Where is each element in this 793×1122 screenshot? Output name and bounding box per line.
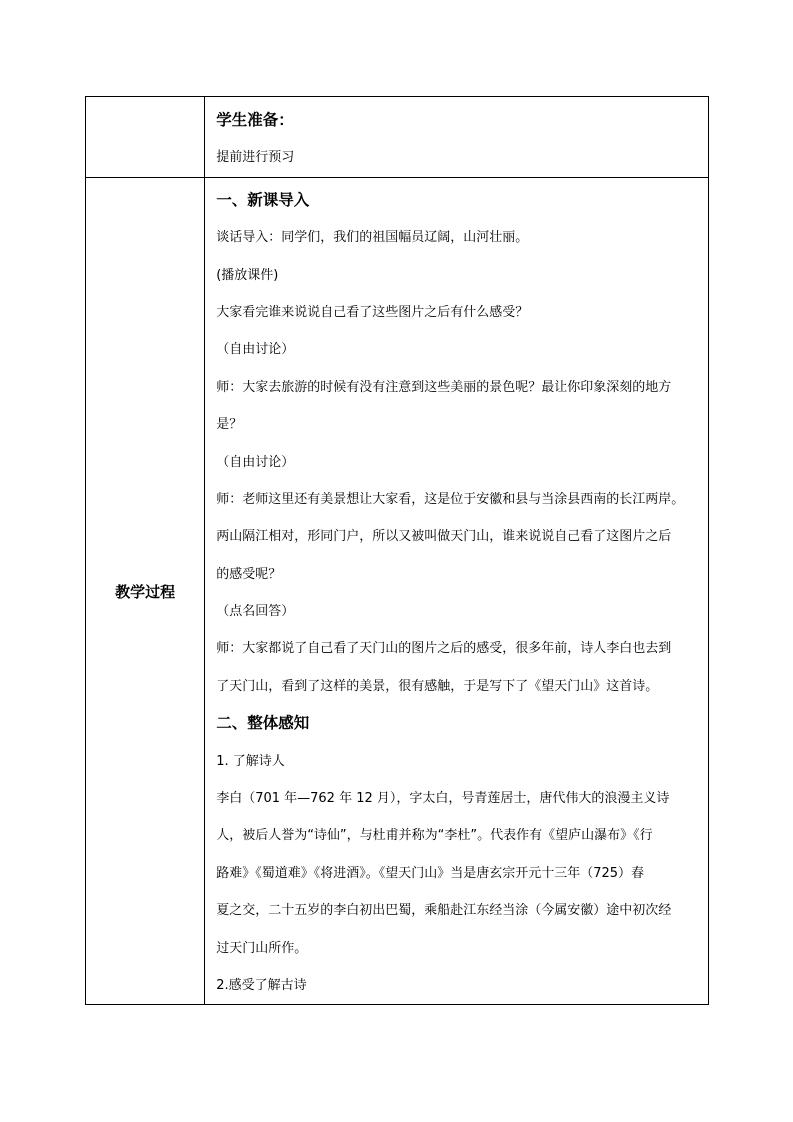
teaching-process-label: 教学过程: [86, 177, 205, 1005]
teaching-process-text-line: （自由讨论）: [216, 454, 295, 470]
student-prep-content: [205, 97, 709, 178]
teaching-process-text-line: 谈话导入：同学们，我们的祖国幅员辽阔，山河壮丽。: [216, 230, 529, 246]
teaching-process-row: [86, 177, 709, 1005]
teaching-process-text-line: 师：大家去旅游的时候有没有注意到这些美丽的景色呢？最让你印象深刻的地方: [216, 379, 672, 395]
teaching-process-text-line: 师：大家都说了自己看了天门山的图片之后的感受，很多年前，诗人李白也去到: [216, 641, 672, 657]
teaching-process-text-line: 李白（701 年—762 年 12 月），字太白，号青莲居士，唐代伟大的浪漫主义诗: [216, 791, 670, 807]
teaching-process-text-line: 两山隔江相对，形同门户，所以又被叫做天门山，谁来说说自己看了这图片之后: [216, 529, 672, 545]
teaching-process-content: [205, 177, 709, 1005]
teaching-process-text-line: （自由讨论）: [216, 342, 295, 358]
teaching-process-text-line: （点名回答）: [216, 604, 295, 620]
student-prep-heading: 学生准备：: [216, 111, 294, 129]
teaching-process-text-line: 是？: [216, 417, 243, 433]
teaching-process-text-line: 过天门山所作。: [216, 940, 308, 956]
teaching-process-text-line: 的感受呢？: [216, 566, 282, 582]
teaching-process-text-line: 1. 了解诗人: [216, 753, 285, 769]
teaching-process-text-line: 路难》《蜀道难》《将进酒》。《望天门山》当是唐玄宗开元十三年（725）春: [216, 865, 645, 881]
teaching-process-text-line: 了天门山，看到了这样的美景，很有感触，于是写下了《望天门山》这首诗。: [216, 678, 659, 694]
teaching-process-heading: 一、新课导入: [216, 190, 310, 209]
teaching-process-text-line: 夏之交，二十五岁的李白初出巴蜀，乘船赴江东经当涂（今属安徽）途中初次经: [216, 903, 672, 919]
student-prep-text-line: 提前进行预习: [216, 150, 295, 166]
teaching-process-text-line: 大家看完谁来说说自己看了这些图片之后有什么感受？: [216, 304, 529, 320]
teaching-process-text-line: (播放课件): [216, 267, 279, 283]
student-prep-row: [86, 97, 709, 178]
lesson-plan-table: [85, 96, 709, 1005]
teaching-process-text-line: 2.感受了解古诗: [216, 977, 307, 993]
teaching-process-text-line: 师：老师这里还有美景想让大家看，这是位于安徽和县与当涂县西南的长江两岸。: [216, 491, 685, 507]
teaching-process-heading: 二、整体感知: [216, 714, 310, 733]
row-label-empty: [86, 97, 205, 178]
teaching-process-text-line: 人，被后人誉为“诗仙”，与杜甫并称为“李杜”。代表作有《望庐山瀑布》《行: [216, 828, 653, 844]
